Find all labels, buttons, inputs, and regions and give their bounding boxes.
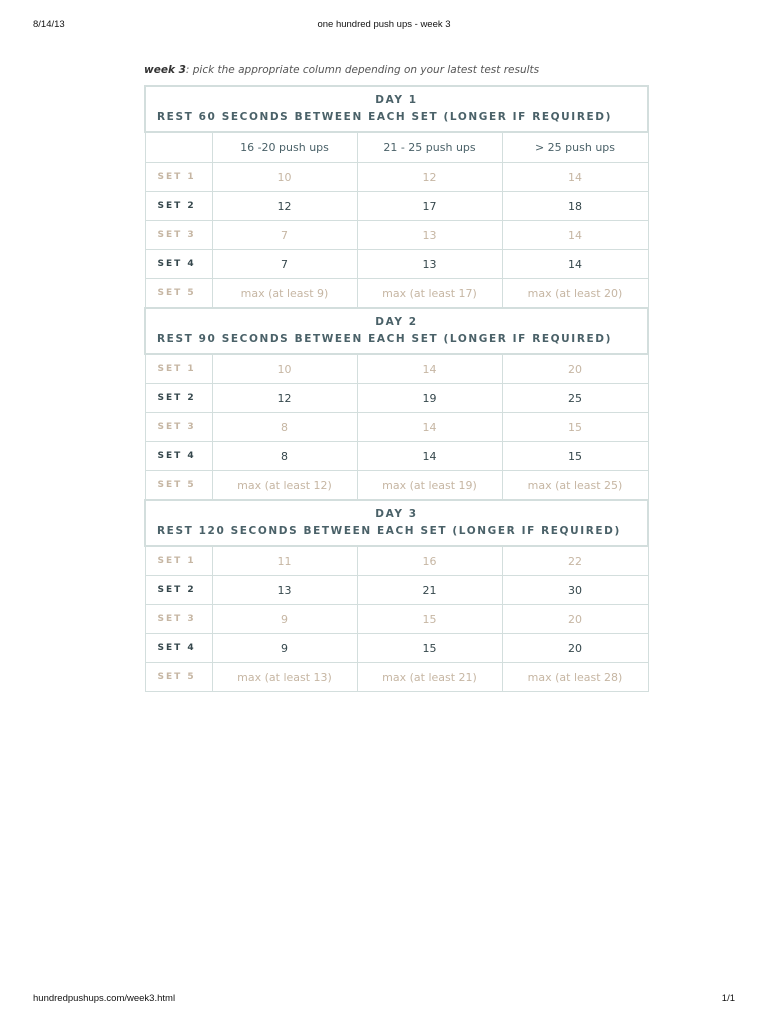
set-value: 25 — [502, 384, 648, 413]
set-label: SET 5 — [145, 663, 212, 692]
set-label: SET 5 — [145, 279, 212, 309]
set-value: 13 — [357, 250, 502, 279]
day-title: DAY 2 — [375, 316, 418, 328]
set-value: 21 — [357, 576, 502, 605]
set-value: max (at least 13) — [212, 663, 357, 692]
day-header-cell — [145, 308, 648, 354]
set-value: 14 — [502, 250, 648, 279]
set-value: 16 — [357, 546, 502, 576]
set-row — [145, 221, 648, 250]
day-header — [145, 308, 648, 354]
set-value: 13 — [212, 576, 357, 605]
set-row — [145, 605, 648, 634]
day-header — [145, 500, 648, 546]
print-title: one hundred push ups - week 3 — [317, 19, 451, 30]
day-rest-instructions: REST 90 SECONDS BETWEEN EACH SET (LONGER IF REQUIRED) — [157, 333, 612, 345]
set-value: max (at least 28) — [502, 663, 648, 692]
column-header: 21 - 25 push ups — [357, 132, 502, 163]
set-value: 22 — [502, 546, 648, 576]
set-row — [145, 576, 648, 605]
set-row — [145, 634, 648, 663]
set-value: 11 — [212, 546, 357, 576]
set-row — [145, 413, 648, 442]
set-value: 18 — [502, 192, 648, 221]
print-footer — [0, 993, 768, 1007]
set-value: 12 — [212, 384, 357, 413]
column-header-row — [145, 132, 648, 163]
workout-table — [144, 85, 649, 692]
set-label: SET 2 — [145, 384, 212, 413]
set-value: 17 — [357, 192, 502, 221]
set-value: max (at least 9) — [212, 279, 357, 309]
set-value: 20 — [502, 605, 648, 634]
set-value: 15 — [502, 413, 648, 442]
set-value: 14 — [357, 442, 502, 471]
print-url: hundredpushups.com/week3.html — [33, 993, 176, 1004]
set-value: 14 — [357, 354, 502, 384]
set-value: 8 — [212, 442, 357, 471]
column-header-blank — [145, 132, 212, 163]
print-header — [0, 19, 768, 33]
set-value: 10 — [212, 163, 357, 192]
set-label: SET 1 — [145, 163, 212, 192]
column-header: > 25 push ups — [502, 132, 648, 163]
set-value: max (at least 20) — [502, 279, 648, 309]
set-row — [145, 250, 648, 279]
set-value: max (at least 17) — [357, 279, 502, 309]
week-intro — [144, 64, 647, 76]
set-value: 14 — [502, 163, 648, 192]
set-value: 7 — [212, 250, 357, 279]
set-label: SET 4 — [145, 442, 212, 471]
set-value: 15 — [357, 634, 502, 663]
set-value: 7 — [212, 221, 357, 250]
set-value: 20 — [502, 354, 648, 384]
set-row — [145, 546, 648, 576]
column-header: 16 -20 push ups — [212, 132, 357, 163]
set-label: SET 3 — [145, 605, 212, 634]
set-label: SET 3 — [145, 413, 212, 442]
day-title: DAY 3 — [375, 508, 418, 520]
set-label: SET 1 — [145, 546, 212, 576]
set-label: SET 5 — [145, 471, 212, 501]
set-row — [145, 471, 648, 501]
page-number: 1/1 — [721, 993, 735, 1004]
set-value: 14 — [502, 221, 648, 250]
day-header — [145, 86, 648, 132]
day-rest-instructions: REST 60 SECONDS BETWEEN EACH SET (LONGER IF REQUIRED) — [157, 111, 612, 123]
set-label: SET 4 — [145, 250, 212, 279]
set-label: SET 1 — [145, 354, 212, 384]
set-value: 14 — [357, 413, 502, 442]
set-value: max (at least 21) — [357, 663, 502, 692]
set-value: max (at least 12) — [212, 471, 357, 501]
day-rest-instructions: REST 120 SECONDS BETWEEN EACH SET (LONGER IF REQUIRED) — [157, 525, 621, 537]
set-value: 30 — [502, 576, 648, 605]
set-label: SET 3 — [145, 221, 212, 250]
week-instructions: : pick the appropriate column depending on your latest test results — [185, 64, 540, 76]
set-row — [145, 163, 648, 192]
set-value: max (at least 19) — [357, 471, 502, 501]
set-row — [145, 192, 648, 221]
day-header-cell — [145, 500, 648, 546]
set-label: SET 2 — [145, 192, 212, 221]
set-value: 12 — [357, 163, 502, 192]
set-value: max (at least 25) — [502, 471, 648, 501]
set-value: 12 — [212, 192, 357, 221]
set-label: SET 2 — [145, 576, 212, 605]
set-value: 8 — [212, 413, 357, 442]
set-value: 15 — [502, 442, 648, 471]
set-value: 13 — [357, 221, 502, 250]
set-value: 19 — [357, 384, 502, 413]
set-row — [145, 279, 648, 309]
set-value: 9 — [212, 605, 357, 634]
set-value: 15 — [357, 605, 502, 634]
print-date: 8/14/13 — [33, 19, 65, 30]
set-label: SET 4 — [145, 634, 212, 663]
set-value: 10 — [212, 354, 357, 384]
week-label: week 3 — [144, 64, 186, 76]
set-row — [145, 354, 648, 384]
set-row — [145, 442, 648, 471]
set-value: 20 — [502, 634, 648, 663]
day-title: DAY 1 — [375, 94, 418, 106]
day-header-cell — [145, 86, 648, 132]
set-row — [145, 663, 648, 692]
set-row — [145, 384, 648, 413]
set-value: 9 — [212, 634, 357, 663]
